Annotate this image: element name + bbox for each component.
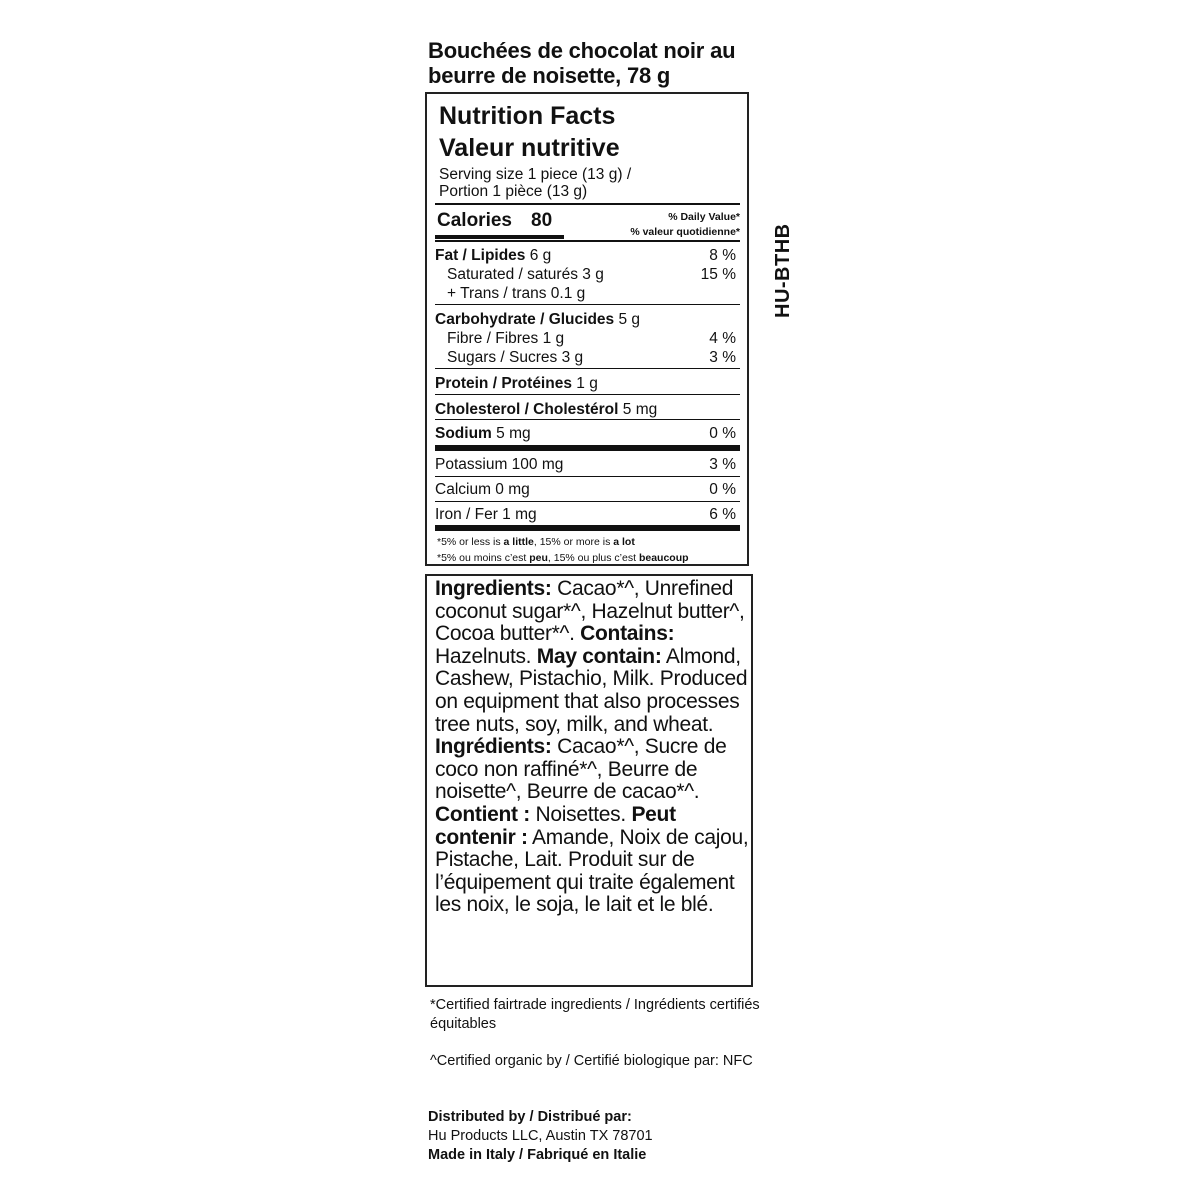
distributed-by-label: Distributed by / Distribué par: — [428, 1109, 632, 1125]
carbohydrate-label: Carbohydrate / Glucides — [435, 311, 615, 328]
country-of-origin: Made in Italy / Fabriqué en Italie — [428, 1147, 647, 1163]
thick-divider — [435, 445, 740, 451]
serving-size-en: Serving size 1 piece (13 g) / — [439, 166, 632, 183]
nutrition-facts-table — [425, 92, 749, 566]
potassium-dv: 3 % — [709, 456, 736, 473]
serving-size-fr: Portion 1 pièce (13 g) — [439, 183, 588, 200]
distribution-info — [428, 1108, 758, 1165]
daily-value-header-fr: % valeur quotidienne* — [630, 226, 740, 238]
serving-size — [439, 166, 631, 200]
calcium-label: Calcium 0 mg — [435, 481, 530, 498]
ingredients-label-fr: Ingrédients: — [435, 735, 552, 759]
organic-note: ^Certified organic by / Certifié biologique par: NFC — [430, 1053, 753, 1069]
calcium-dv: 0 % — [709, 481, 736, 498]
divider — [435, 501, 740, 502]
iron-dv: 6 % — [709, 506, 736, 523]
trans-label: + Trans / trans 0.1 g — [447, 285, 586, 302]
daily-value-footnote — [437, 534, 689, 566]
footnote-en: *5% or less is a little, 15% or more is a lot — [437, 536, 635, 548]
divider — [435, 203, 740, 205]
fibre-dv: 4 % — [709, 330, 736, 347]
distributor-company: Hu Products LLC, Austin TX 78701 — [428, 1128, 653, 1144]
may-contain-en: Almond, Cashew, Pistachio, Milk. Produced on equipment that also processes tree nuts, soy, milk, and wheat. — [435, 644, 748, 736]
contains-en: Hazelnuts. — [435, 644, 532, 668]
calories-underline — [435, 235, 564, 239]
divider — [435, 304, 740, 305]
divider — [435, 240, 740, 242]
fibre-label: Fibre / Fibres 1 g — [447, 330, 565, 347]
iron-label: Iron / Fer 1 mg — [435, 506, 537, 523]
daily-value-header-en: % Daily Value* — [668, 211, 740, 223]
may-contain-label-en: May contain: — [536, 644, 662, 668]
protein-label: Protein / Protéines — [435, 375, 572, 392]
cholesterol-amount: 5 mg — [622, 401, 658, 418]
fat-amount: 6 g — [529, 247, 552, 264]
thick-divider — [435, 525, 740, 531]
footnote-fr: *5% ou moins c’est peu, 15% ou plus c’est beaucoup — [437, 552, 689, 564]
divider — [435, 419, 740, 420]
daily-value-header — [630, 210, 740, 240]
fairtrade-note: *Certified fairtrade ingredients / Ingrédients certifiés équitables — [430, 997, 760, 1032]
divider — [435, 394, 740, 395]
sodium-label: Sodium — [435, 425, 492, 442]
sodium-dv: 0 % — [709, 425, 736, 442]
sugars-label: Sugars / Sucres 3 g — [447, 349, 584, 366]
calories-label: Calories — [437, 210, 512, 231]
saturated-label: Saturated / saturés 3 g — [447, 266, 604, 283]
ingredients-label-en: Ingredients: — [435, 577, 552, 600]
fat-label: Fat / Lipides — [435, 247, 526, 264]
ingredients-box — [425, 574, 753, 987]
contains-label-en: Contains: — [580, 622, 675, 646]
divider — [435, 368, 740, 369]
product-code: HU-BTHB — [772, 223, 794, 318]
sugars-dv: 3 % — [709, 349, 736, 366]
divider — [435, 476, 740, 477]
product-title: Bouchées de chocolat noir au beurre de noisette, 78 g — [428, 38, 736, 88]
protein-amount: 1 g — [576, 375, 598, 392]
fat-dv: 8 % — [709, 247, 736, 264]
ingredients-text — [435, 578, 751, 917]
nutrition-heading-fr: Valeur nutritive — [439, 134, 620, 162]
may-contain-fr: Amande, Noix de cajou, Pistache, Lait. Produit sur de l’équipement qui traite également les noix, le soja, le lait et le blé. — [435, 825, 749, 917]
contains-label-fr: Contient : — [435, 802, 530, 826]
calories-value: 80 — [531, 210, 553, 231]
potassium-label: Potassium 100 mg — [435, 456, 564, 473]
ingredients-list-en: Cacao*^, Unrefined coconut sugar*^, Hazelnut butter^, Cocoa butter*^. — [435, 577, 745, 646]
may-contain-label-fr: Peut contenir : — [435, 802, 676, 849]
nutrition-heading-en: Nutrition Facts — [439, 102, 616, 130]
contains-fr: Noisettes. — [529, 802, 626, 826]
cholesterol-label: Cholesterol / Cholestérol — [435, 401, 619, 418]
sodium-amount: 5 mg — [496, 425, 531, 442]
saturated-dv: 15 % — [700, 266, 736, 283]
carbohydrate-amount: 5 g — [618, 311, 641, 328]
ingredients-list-fr: Cacao*^, Sucre de coco non raffiné*^, Beurre de noisette^, Beurre de cacao*^. — [435, 735, 727, 804]
